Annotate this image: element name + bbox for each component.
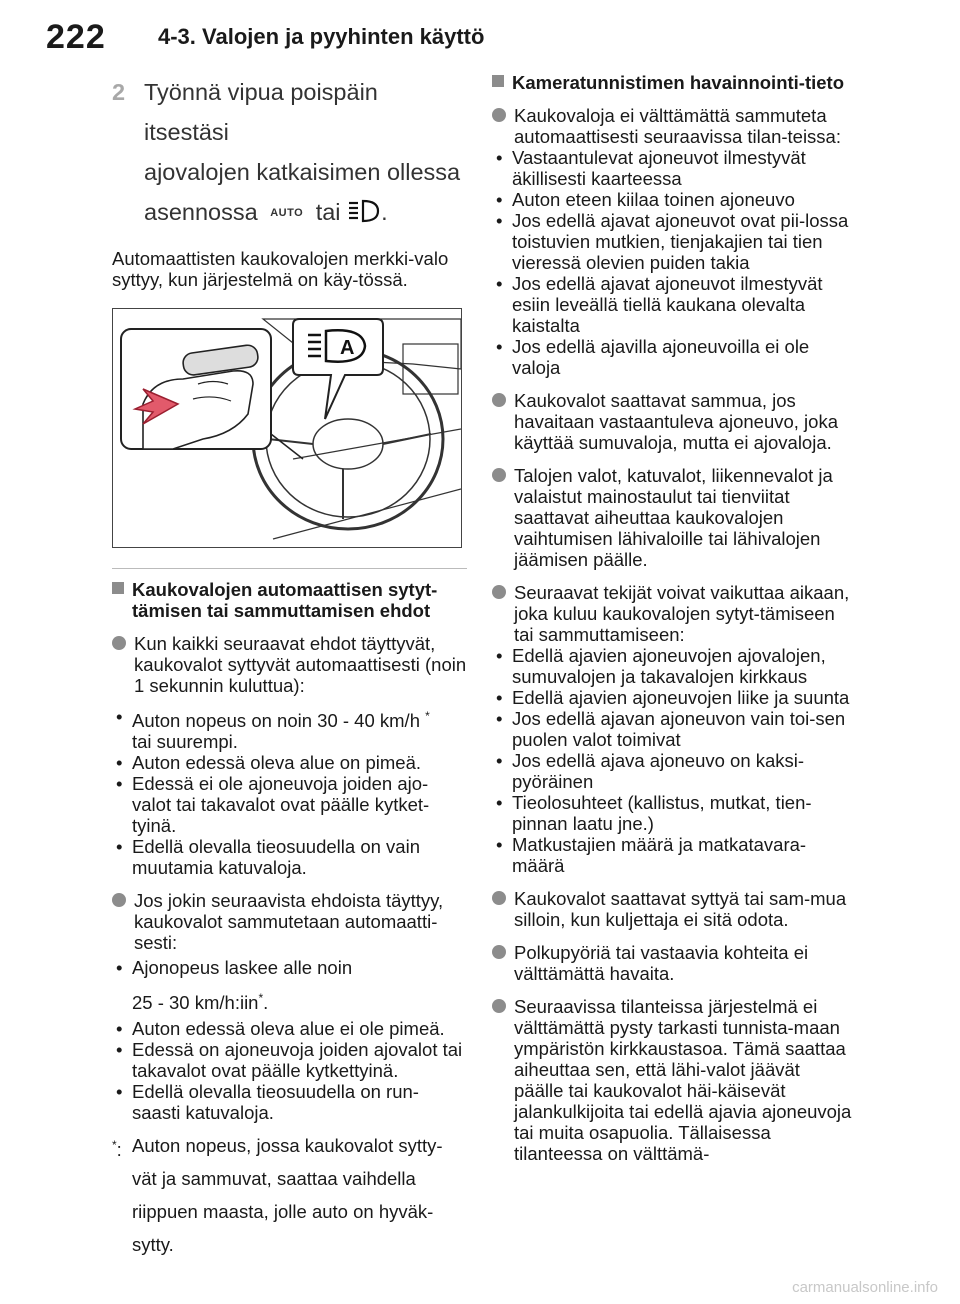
list-item: • Jos edellä ajavat ajoneuvot ilmestyvät esiin leveällä tiellä kaukana olevalta kaistalta <box>492 273 852 336</box>
lever-illustration <box>112 308 462 548</box>
footnote: *: Auton nopeus, jossa kaukovalot sytty-vät ja sammuvat, saattaa vaihdella riippuen maasta, jolle auto on hyväk-sytty. <box>112 1129 467 1261</box>
round-bullet-icon <box>112 636 126 650</box>
step-2 <box>112 72 467 236</box>
bullet-timing-factors: Seuraavat tekijät voivat vaikuttaa aikaan, joka kuluu kaukovalojen sytyt-tämiseen tai sammuttamiseen: <box>492 582 852 645</box>
round-bullet-icon <box>492 999 506 1013</box>
list-item: • Jos edellä ajavat ajoneuvot ovat pii-lossa toistuvien mutkien, tienjakajien tai tien vieressä olevien puiden takia <box>492 210 852 273</box>
step-note: Automaattisten kaukovalojen merkki-valo syttyy, kun järjestelmä on käy-tössä. <box>112 248 449 290</box>
section-title: 4-3. Valojen ja pyyhinten käyttö <box>158 24 485 49</box>
list-item: • Edellä olevalla tieosuudella on vain muutamia katuvaloja. <box>112 836 467 878</box>
step-line-1: Työnnä vipua poispäin itsestäsi <box>144 79 378 145</box>
list-item: • Edellä olevalla tieosuudella on run-saasti katuvaloja. <box>112 1081 467 1123</box>
footnote-mark: *: <box>112 1138 122 1161</box>
step-line-3 <box>144 192 467 236</box>
list-item: • Jos edellä ajavilla ajoneuvoilla ei ole valoja <box>492 336 852 378</box>
bullet-turn-on-conditions: Kun kaikki seuraavat ehdot täyttyvät, kaukovalot syttyvät automaattisesti (noin 1 sekunnin kuluttua): <box>112 633 467 696</box>
list-item: • Jos edellä ajava ajoneuvo on kaksi-pyöräinen <box>492 750 852 792</box>
round-bullet-icon <box>492 393 506 407</box>
turn-on-condition-list <box>112 706 467 878</box>
headlight-icon <box>347 196 381 236</box>
left-column <box>112 72 467 1261</box>
list-item: • Edessä ei ole ajoneuvoja joiden ajo-valot tai takavalot ovat päälle kytket-tyinä. <box>112 773 467 836</box>
round-bullet-icon <box>492 891 506 905</box>
bullet-brightness-detection: Seuraavissa tilanteissa järjestelmä ei välttämättä pysty tarkasti tunnista-maan ympäristön kirkkaustasoa. Tämä saattaa aiheuttaa sen, että lähi-valot jäävät päälle tai kaukovalot häi-käisevät jalankulkijoita tai edellä ajavia ajoneuvoja tai muita osapuolia. Tällaisessa tilanteessa on välttämä- <box>492 996 852 1164</box>
list-item: • Auton nopeus on noin 30 - 40 km/h * tai suurempi. <box>112 706 467 752</box>
step-or: tai <box>315 199 341 225</box>
section-heading-conditions: Kaukovalojen automaattisen sytyt-tämisen tai sammuttamisen ehdot <box>112 579 467 621</box>
timing-factor-list <box>492 645 852 876</box>
list-item: • Auton edessä oleva alue on pimeä. <box>112 752 467 773</box>
square-bullet-icon <box>492 75 504 87</box>
turn-off-condition-list <box>112 953 467 1123</box>
bullet-fog-lights: Kaukovalot saattavat sammua, jos havaitaan vastaantuleva ajoneuvo, joka käyttää sumuvaloja, mutta ei ajovaloja. <box>492 390 852 453</box>
square-bullet-icon <box>112 582 124 594</box>
list-item: • Edellä ajavien ajoneuvojen ajovalojen, sumuvalojen ja takavalojen kirkkaus <box>492 645 852 687</box>
round-bullet-icon <box>492 585 506 599</box>
list-item: • Vastaantulevat ajoneuvot ilmestyvät äkillisesti kaarteessa <box>492 147 852 189</box>
section-heading-camera: Kameratunnistimen havainnointi-tieto <box>492 72 852 93</box>
list-item: • Auton edessä oleva alue ei ole pimeä. <box>112 1018 467 1039</box>
round-bullet-icon <box>492 945 506 959</box>
list-item: • Tieolosuhteet (kallistus, mutkat, tien-pinnan laatu jne.) <box>492 792 852 834</box>
right-column <box>492 72 852 1164</box>
watermark: carmanualsonline.info <box>792 1279 938 1296</box>
list-item: • Matkustajien määrä ja matkatavara-määrä <box>492 834 852 876</box>
round-bullet-icon <box>492 108 506 122</box>
step-number: 2 <box>112 79 126 105</box>
round-bullet-icon <box>112 893 126 907</box>
step-period: . <box>381 199 388 225</box>
bullet-turn-off-conditions: Jos jokin seuraavista ehdoista täyttyy, kaukovalot sammutetaan automaatti-sesti: <box>112 890 467 953</box>
bullet-external-lights: Talojen valot, katuvalot, liikennevalot ja valaistut mainostaulut tai tienviitat saattavat aiheuttaa kaukovalojen vaihtumisen lähivaloille tai lähivalojen jäämisen päälle. <box>492 465 852 570</box>
list-item: • Edessä on ajoneuvoja joiden ajovalot tai takavalot ovat päälle kytkettyinä. <box>112 1039 467 1081</box>
section-divider <box>112 568 467 569</box>
step-line-3-text: asennossa <box>144 199 258 225</box>
page-number: 222 <box>46 18 106 56</box>
indicator-badge-letter: A <box>340 337 355 359</box>
list-item: • Edellä ajavien ajoneuvojen liike ja suunta <box>492 687 852 708</box>
step-line-2: ajovalojen katkaisimen ollessa <box>144 159 461 185</box>
not-turned-off-list <box>492 147 852 378</box>
list-item: • Ajonopeus laskee alle noin 25 - 30 km/h:iin*. <box>112 953 467 1018</box>
bullet-not-turned-off: Kaukovaloja ei välttämättä sammuteta automaattisesti seuraavissa tilan-teissa: <box>492 105 852 147</box>
round-bullet-icon <box>492 468 506 482</box>
list-item: • Auton eteen kiilaa toinen ajoneuvo <box>492 189 852 210</box>
bullet-bicycles: Polkupyöriä tai vastaavia kohteita ei välttämättä havaita. <box>492 942 852 984</box>
list-item: • Jos edellä ajavan ajoneuvon vain toi-sen puolen valot toimivat <box>492 708 852 750</box>
auto-position-icon: AUTO <box>270 207 304 219</box>
bullet-unexpected: Kaukovalot saattavat syttyä tai sam-mua silloin, kun kuljettaja ei sitä odota. <box>492 888 852 930</box>
